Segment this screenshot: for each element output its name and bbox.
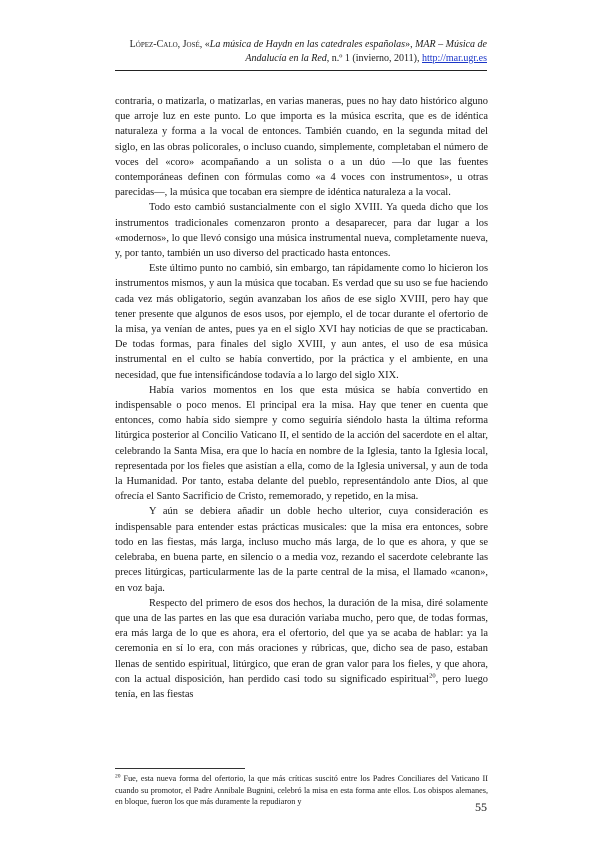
page-number: 55 — [475, 800, 487, 814]
footnote — [115, 773, 488, 808]
header-author: López-Calo, José, — [129, 39, 203, 50]
header-journal: MAR – Música de Andalucía en la Red — [245, 39, 487, 64]
header-rule — [115, 70, 487, 71]
paragraph: contraria, o matizarla, o matizarlas, en varias maneras, pues no hay dato histórico alguno que arroje luz en este punto. Lo que importa es la música escrita, que es de idéntica naturaleza y forma a la vocal de entonces. También cuando, en la segunda mitad del siglo, en las obras policorales, o incluso cuando, simplemente, completaban el número de voces del «coro» acompañando a un solista o a un dúo —lo que las fuentes contemporáneas definen con fórmulas como «a 4 voces con instrumentos», u otras parecidas—, la música que tocaban era siempre de idéntica naturaleza a la vocal. — [115, 96, 488, 199]
running-header: López-Calo, José, «La música de Haydn en las catedrales españolas», MAR – Música de Andalucía en la Red, n.º 1 (invierno, 2011), http://mar.ugr.es — [129, 39, 487, 64]
body-text — [115, 94, 488, 702]
paragraph: Había varios momentos en los que esta música se había convertido en indispensable o poco menos. El principal era la misa. Hay que tener en cuenta que entonces, como había sido siempre y como seguiría siéndolo hasta la última reforma litúrgica posterior al Concilio Vaticano II, el sentido de la acción del sacerdote en el altar, celebrando la Santa Misa, era que lo hacía en nombre de la Iglesia, tanto la Iglesia local, representada por los fieles que asistían a ella, como de la Iglesia universal, y aun de toda la Humanidad. Por tanto, estaba delante del pueblo, representándolo ante Dios, al que ofrecía el Santo Sacrificio de Cristo, rememorado, y repetido, en la misa. — [115, 384, 488, 503]
footnote-rule — [115, 768, 245, 769]
footnote-ref[interactable]: 20 — [429, 672, 436, 680]
paragraph: Todo esto cambió sustancialmente con el siglo XVIII. Ya queda dicho que los instrumentos tradicionales comenzaron pronto a desaparecer, para dar lugar a los «modernos», lo que llevó consigo una música instrumental nueva, completamente nueva, y, por tanto, también un uso diverso del practicado hasta entonces. — [115, 202, 488, 260]
header-url-link[interactable]: http://mar.ugr.es — [422, 53, 487, 64]
footnote-number: 20 — [115, 773, 121, 780]
paragraph: Respecto del primero de esos dos hechos, la duración de la misa, diré solamente que una de las partes en las que esa duración variaba mucho, pero que, de todas formas, era más larga de lo que es ahora, era el ofertorio, del que ya se acaba de hablar: ya la ceremonia en sí lo era, con más oraciones y rúbricas, que, dicho sea de paso, estaban llenas de sentido espiritual, litúrgico, que eran de gran valor para los fieles, y que ahora, con la actual disposición, han perdido casi todo su significado espiritual$^{20}$, pero luego tenía, en las fiestas — [115, 597, 488, 700]
header-issue: , n.º 1 (invierno, 2011), — [326, 53, 422, 64]
paragraph: Y aún se debiera añadir un doble hecho ulterior, cuya consideración es indispensable para entender estas prácticas musicales: que la misa era entonces, sobre todo en las fiestas, más larga, incluso mucho más larga, de lo que es ahora, y que se celebraba, en buena parte, en silencio o a media voz, rezando el sacerdote celebrante las preces litúrgicas, particularmente las de la parte central de la misa, el llamado «canon», en voz baja. — [115, 506, 488, 594]
paragraph: Este último punto no cambió, sin embargo, tan rápidamente como lo hicieron los instrumentos mismos, y aun la música que tocaban. Es verdad que su uso se fue haciendo cada vez más obligatorio, según avanzaban los años de ese siglo XVIII, pero hay que tener presente que algunos de esos usos, por ejemplo, el de tocar durante el ofertorio de la misa, ya venían de antes, pues ya en el siglo XVI hay noticias de que se practicaban. De todas formas, para finales del siglo XVIII, y aun antes, el uso de esa música instrumental en el culto se había convertido, por la práctica y el ambiente, en una necesidad, que fue intensificándose todavía a lo largo del siglo XIX. — [115, 263, 488, 381]
footnote-text: Fue, esta nueva forma del ofertorio, la que más críticas suscitó entre los Padres Conciliares del Vaticano II cuando su promotor, el Padre Annibale Bugnini, celebró la misa en esta forma ante ellos. Los obispos alemanes, en bloque, fueron los que más duramente la repudiaron y — [115, 774, 488, 807]
header-article-title: La música de Haydn en las catedrales españolas — [209, 39, 406, 50]
